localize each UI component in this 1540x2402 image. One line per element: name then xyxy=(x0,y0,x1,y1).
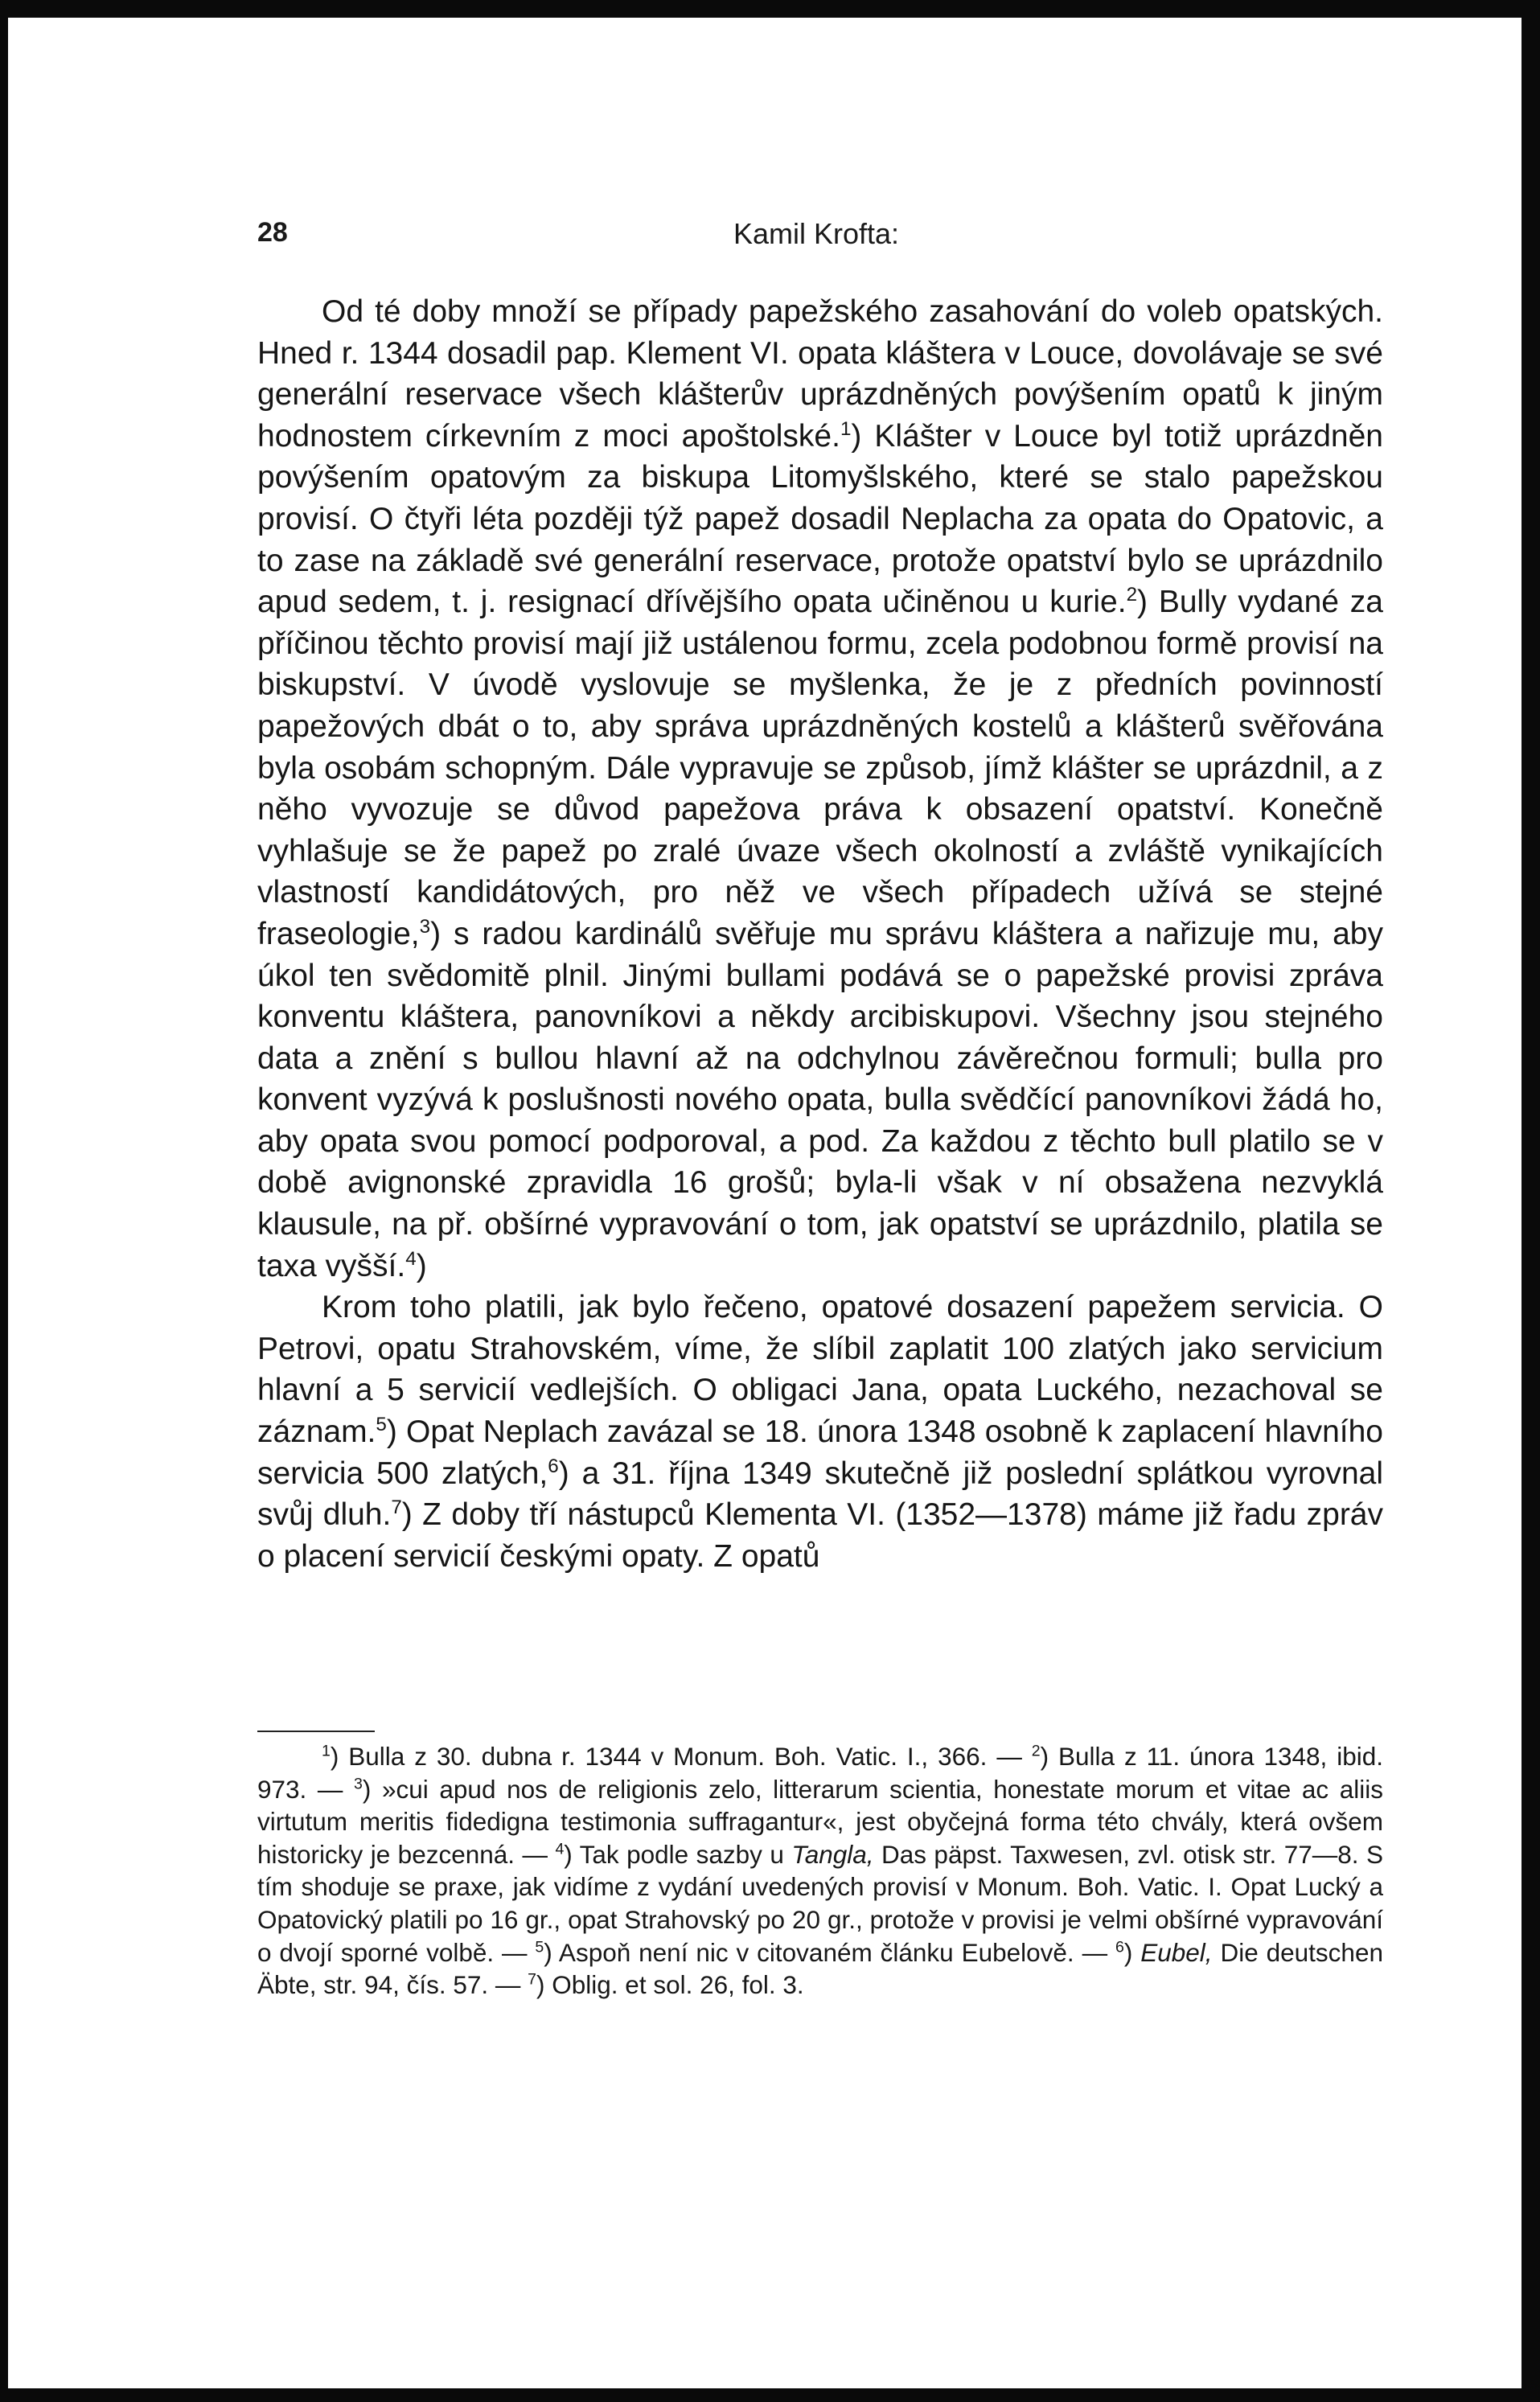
footnote-number: 7 xyxy=(528,1970,537,1989)
main-text xyxy=(257,291,1383,1577)
text-run: ) a 31. října 1349 skutečně již poslední splátkou vyrovnal svůj dluh. xyxy=(257,1456,1383,1533)
text-run: ) Klášter v Louce byl totiž uprázdněn povýšením opatovým za biskupa Litomyšlského, které se stalo papežskou provisí. O čtyři léta později týž papež dosadil Neplacha za opata do Opatovic, a to zase na základě své generální reservace, protože opatství bylo se uprázdnilo apud sedem, t. j. resignací dřívějšího opata učiněnou u kurie. xyxy=(257,418,1383,620)
footnote-text: ) Aspoň není nic v citovaném článku Eubelově. — xyxy=(544,1937,1115,1967)
page-header xyxy=(257,217,1375,257)
footnote-text: ) »cui apud nos de religionis zelo, litterarum scientia, honestate morum et vitae ac aliis virtutum meritis fidedigna testimonia suffragantur«, jest obyčejná forma této chvály, která ovšem historicky je bezcenná. — xyxy=(257,1774,1383,1869)
footnote-number: 4 xyxy=(555,1840,565,1858)
paragraph-1 xyxy=(257,291,1383,1287)
paragraph-2 xyxy=(257,1287,1383,1577)
author-name-italic: Tangla, xyxy=(791,1839,874,1869)
footnote-text: Das päpst. Taxwesen, zvl. otisk str. 77—8. S tím shoduje se praxe, jak vidíme z vydání uvedených provisí v Monum. Boh. Vatic. I. Opat Lucký a Opatovický platili po 16 gr., opat Strahovský po 20 gr., protože v provisi je velmi obšírné vypravování o dvojí sporné volbě. — xyxy=(257,1839,1383,1967)
text-run: ) Bully vydané za příčinou těchto provisí mají již ustálenou formu, zcela podobnou formě provisí na biskupství. V úvodě vyslovuje se myšlenka, že je z předních povinností papežových dbát o to, aby správa uprázdněných kostelů a klášterů svěřována byla osobám schopným. Dále vypravuje se způsob, jímž klášter se uprázdnil, a z něho vyvozuje se důvod papežova práva k obsazení opatství. Konečně vyhlašuje se že papež po zralé úvaze všech okolností a zvláště vynikajících vlastností kandidátových, pro něž ve všech případech užívá se stejné fraseologie, xyxy=(257,585,1383,951)
text-run: ) Opat Neplach zavázal se 18. února 1348 osobně k zaplacení hlavního servicia 500 zlatých, xyxy=(257,1415,1383,1491)
text-run: Od té doby množí se případy papežského zasahování do voleb opatských. Hned r. 1344 dosadil pap. Klement VI. opata kláštera v Louce, dovolávaje se své generální reservace všech klášterův uprázdněných povýšením opatů k jiným hodnostem církevním z moci apoštolské. xyxy=(257,294,1383,454)
running-head: Kamil Krofta: xyxy=(733,217,900,250)
footnote-text: ) Tak podle sazby u xyxy=(564,1839,792,1869)
text-run: ) Z doby tří nástupců Klementa VI. (1352—1378) máme již řadu zpráv o placení servicií českými opaty. Z opatů xyxy=(257,1497,1383,1574)
footnote-ref: 6 xyxy=(548,1455,559,1477)
footnote-number: 3 xyxy=(354,1775,363,1793)
text-run: ) s radou kardinálů svěřuje mu správu kláštera a nařizuje mu, aby úkol ten svědomitě plnil. Jinými bullami podává se o papežské provisi zpráva konventu kláštera, panovníkovi a někdy arcibiskupovi. Všechny jsou stejného data a znění s bullou hlavní až na odchylnou závěrečnou formuli; bulla pro konvent vyzývá k poslušnosti nového opata, bulla svědčící panovníkovi žádá ho, aby opata svou pomocí podporoval, a pod. Za každou z těchto bull platilo se v době avignonské zpravidla 16 grošů; byla-li však v ní obsažena nezvyklá klausule, na př. obšírné vypravování o tom, jak opatství se uprázdnilo, platila se taxa vyšší. xyxy=(257,916,1383,1283)
footnote-ref: 4 xyxy=(405,1247,417,1270)
footnote-text: ) Bulla z 11. února 1348, ibid. 973. — xyxy=(257,1742,1383,1804)
footnote-ref: 5 xyxy=(376,1414,387,1436)
footnote-text: ) xyxy=(1123,1937,1141,1967)
footnote-number: 2 xyxy=(1031,1742,1041,1760)
footnote-text: ) Oblig. et sol. 26, fol. 3. xyxy=(536,1970,804,2000)
footnote-ref: 2 xyxy=(1126,584,1138,606)
footnote-number: 5 xyxy=(535,1938,544,1957)
footnote-text: Die deutschen Äbte, str. 94, čís. 57. — xyxy=(257,1937,1383,2000)
text-run: ) xyxy=(416,1248,427,1283)
footnote-ref: 1 xyxy=(840,417,852,440)
footnote-number: 1 xyxy=(322,1742,331,1760)
footnote-block xyxy=(257,1740,1383,2002)
footnote-ref: 7 xyxy=(391,1497,402,1519)
footnotes xyxy=(257,1740,1383,2002)
footnote-text: ) Bulla z 30. dubna r. 1344 v Monum. Boh. Vatic. I., 366. — xyxy=(330,1742,1032,1771)
footnote-number: 6 xyxy=(1115,1938,1124,1957)
footnote-ref: 3 xyxy=(419,915,431,938)
page-number: 28 xyxy=(257,217,288,248)
author-name-italic: Eubel, xyxy=(1140,1937,1213,1967)
text-run: Krom toho platili, jak bylo řečeno, opatové dosazení papežem servicia. O Petrovi, opatu Strahovském, víme, že slíbil zaplatit 100 zlatých jako servicium hlavní a 5 servicií vedlejších. O obligaci Jana, opata Luckého, nezachoval se záznam. xyxy=(257,1290,1383,1450)
footnote-separator xyxy=(257,1731,375,1732)
